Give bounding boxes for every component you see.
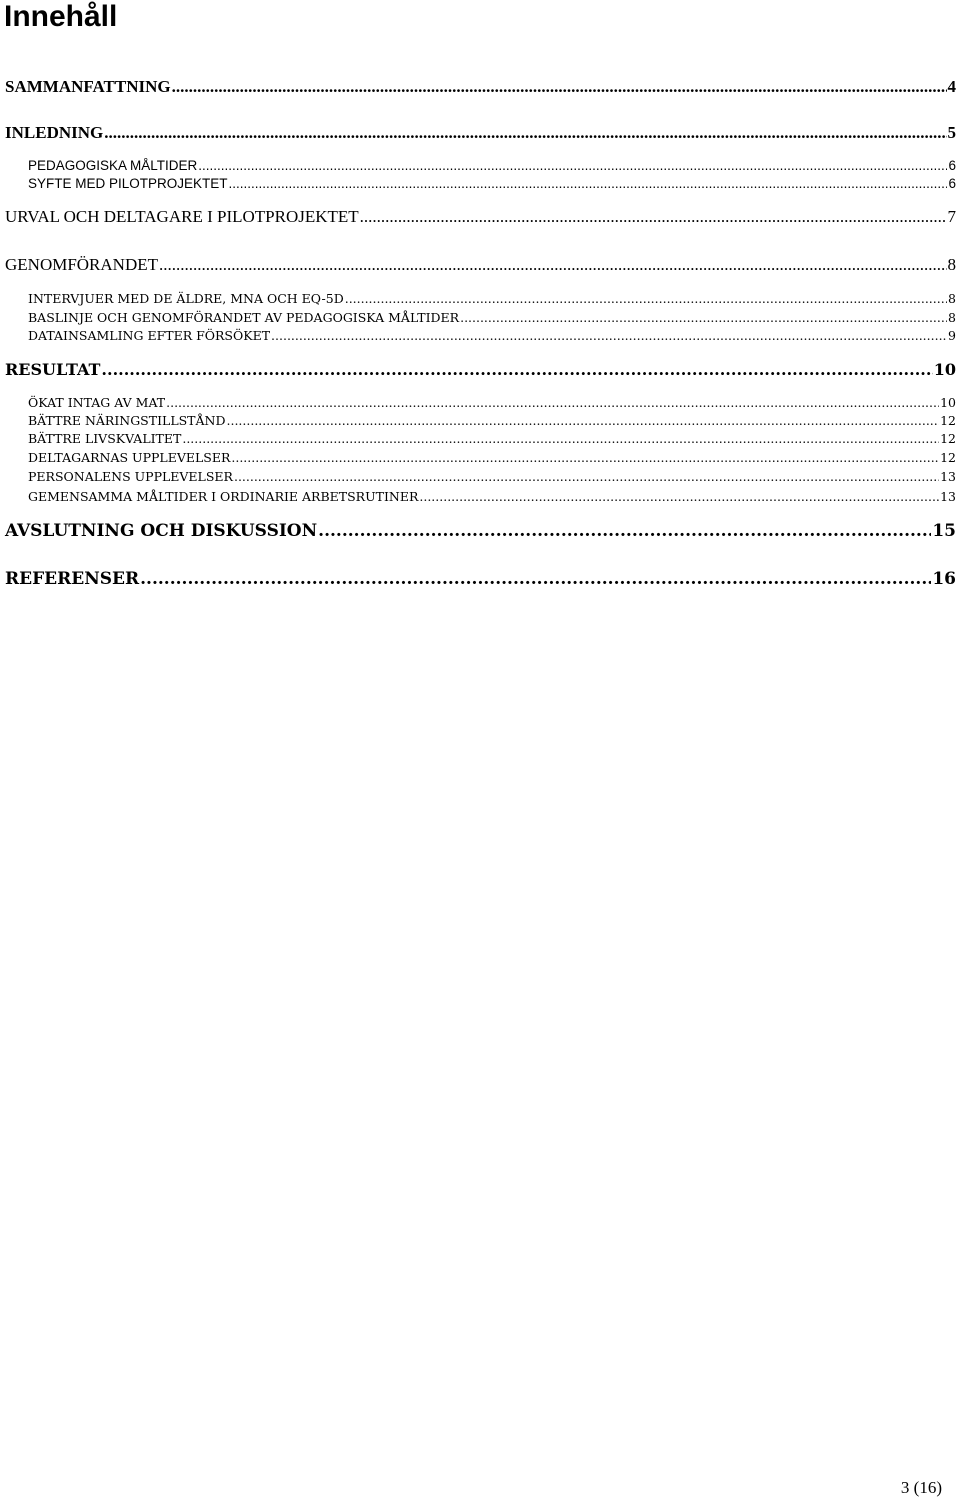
toc-entry-title: SAMMANFATTNING [5,77,171,96]
toc-entry-title: PEDAGOGISKA MÅLTIDER [28,158,198,173]
toc-entry-title: GENOMFÖRANDET [5,255,158,274]
toc-entry-referenser[interactable] [5,568,956,590]
toc-entry-baslinje[interactable] [28,309,956,326]
toc-entry-intervjuer[interactable] [28,290,956,307]
toc-entry-title: INTERVJUER MED DE ÄLDRE, MNA OCH EQ-5D [28,291,344,306]
toc-leader [231,449,939,466]
toc-entry-page: 12 [940,431,956,446]
toc-leader [227,412,940,429]
toc-entry-title: DATAINSAMLING EFTER FÖRSÖKET [28,328,271,343]
toc-entry-page: 12 [940,450,956,465]
toc-entry-page: 15 [932,521,956,541]
toc-entry-deltagarnas[interactable] [28,449,956,466]
toc-entry-syfte[interactable] [28,175,956,192]
toc-leader [101,359,932,381]
toc-entry-personalens[interactable] [28,468,956,485]
toc-entry-page: 10 [933,360,956,379]
toc-entry-page: 12 [940,413,956,428]
toc-entry-page: 8 [948,291,956,306]
page-number: 3 (16) [900,1478,942,1497]
toc-entry-title: AVSLUTNING OCH DISKUSSION [5,521,318,541]
toc-entry-page: 6 [948,176,956,191]
toc-entry-urval[interactable] [5,206,956,228]
toc-leader [419,488,939,505]
toc-leader [234,468,939,485]
toc-entry-title: BÄTTRE LIVSKVALITET [28,431,182,446]
toc-entry-title: BÄTTRE NÄRINGSTILLSTÅND [28,413,226,428]
toc-leader [360,206,947,228]
toc-entry-page: 6 [948,158,956,173]
toc-entry-gemensamma[interactable] [28,488,956,505]
toc-entry-title: BASLINJE OCH GENOMFÖRANDET AV PEDAGOGISKA MÅLTIDER [28,310,460,325]
toc-entry-livskvalitet[interactable] [28,430,956,447]
toc-entry-page: 4 [947,77,956,96]
toc-leader [104,122,946,144]
toc-entry-pedagogiska-maltider[interactable] [28,157,956,174]
toc-entry-sammanfattning[interactable] [5,76,956,98]
toc-entry-okat-intag[interactable] [28,394,956,411]
toc-leader [198,157,947,174]
toc-leader [159,254,947,276]
toc-entry-resultat[interactable] [5,359,956,381]
toc-entry-page: 8 [947,255,956,274]
toc-entry-inledning[interactable] [5,122,956,144]
toc-entry-genomforandet[interactable] [5,254,956,276]
toc-leader [140,568,931,590]
toc-entry-title: PERSONALENS UPPLEVELSER [28,469,233,484]
toc-entry-page: 8 [948,310,956,325]
toc-entry-page: 7 [947,207,956,226]
toc-entry-page: 9 [948,328,956,343]
toc-leader [318,520,931,542]
toc-entry-title: URVAL OCH DELTAGARE I PILOTPROJEKTET [5,207,359,226]
toc-entry-title: DELTAGARNAS UPPLEVELSER [28,450,231,465]
toc-entry-title: GEMENSAMMA MÅLTIDER I ORDINARIE ARBETSRUTINER [28,489,419,504]
toc-leader [229,175,948,192]
toc-leader [345,290,947,307]
toc-leader [460,309,947,326]
toc-entry-title: INLEDNING [5,123,104,142]
toc-entry-datainsamling[interactable] [28,327,956,344]
toc-leader [166,394,939,411]
toc-entry-page: 5 [947,123,956,142]
toc-entry-page: 13 [940,469,956,484]
toc-leader [172,76,947,98]
toc-entry-naringstillstand[interactable] [28,412,956,429]
toc-leader [182,430,939,447]
toc-entry-page: 16 [932,569,956,589]
toc-entry-title: REFERENSER [5,569,140,589]
toc-entry-page: 10 [940,395,956,410]
toc-entry-avslutning[interactable] [5,520,956,542]
page-title: Innehåll [4,0,118,33]
toc-entry-title: RESULTAT [5,360,101,379]
toc-entry-page: 13 [940,489,956,504]
toc-leader [271,327,947,344]
toc-entry-title: ÖKAT INTAG AV MAT [28,395,166,410]
toc-entry-title: SYFTE MED PILOTPROJEKTET [28,176,228,191]
